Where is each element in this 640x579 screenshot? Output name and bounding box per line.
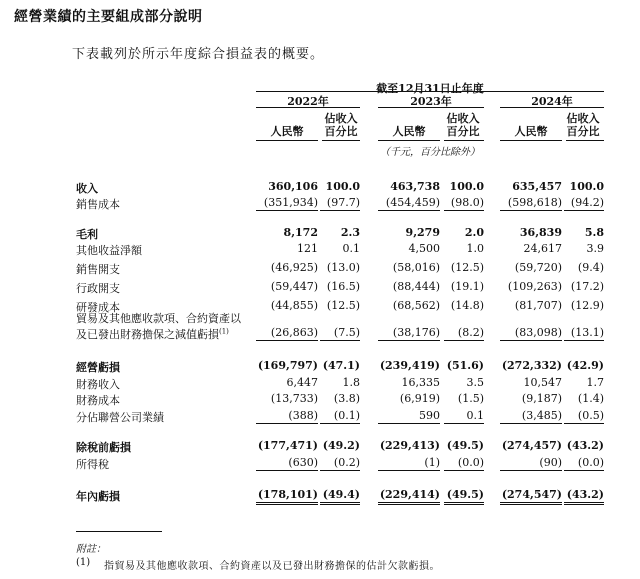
cell-percent: (13.1)	[564, 326, 604, 341]
col-rule	[378, 140, 440, 141]
cell-percent: (13.0)	[326, 261, 360, 274]
cell-percent: (8.2)	[444, 326, 484, 341]
row-label: 銷售開支	[76, 263, 120, 276]
col-header-rmb-2022: 人民幣	[270, 125, 304, 138]
cell-percent: 0.1	[444, 409, 484, 424]
cell-amount: 16,335	[401, 376, 440, 389]
row-label: 行政開支	[76, 282, 120, 295]
cell-percent: (51.6)	[446, 359, 484, 372]
row-label: 銷售成本	[76, 198, 120, 211]
cell-percent: (43.2)	[566, 439, 604, 452]
col-header-pct-line1: 佔收入	[446, 112, 480, 125]
cell-percent: (1.4)	[577, 392, 604, 405]
footnote-title: 附註：	[76, 544, 106, 555]
cell-amount: (177,471)	[257, 439, 318, 452]
row-label-cont-text: 及已發出財務擔保之減值虧損	[76, 328, 219, 341]
cell-amount: 360,106	[268, 180, 318, 193]
row-label: 財務成本	[76, 394, 120, 407]
cell-amount: 8,172	[283, 226, 318, 239]
cell-percent: (19.1)	[450, 280, 484, 293]
cell-percent: 1.8	[342, 376, 360, 389]
cell-percent: (49.2)	[322, 439, 360, 452]
year-header-2024: 2024年	[531, 95, 573, 108]
table-row	[0, 280, 640, 296]
cell-amount: (229,413)	[379, 439, 440, 452]
period-rule	[256, 91, 604, 92]
footnote-number: (1)	[76, 557, 91, 568]
cell-amount: 635,457	[512, 180, 562, 193]
cell-amount: (239,419)	[379, 359, 440, 372]
cell-percent: (9.4)	[577, 261, 604, 274]
cell-amount: (44,855)	[270, 299, 318, 312]
cell-percent: (3.8)	[333, 392, 360, 405]
col-header-pct-2022	[320, 112, 362, 138]
row-label: 所得稅	[76, 458, 109, 471]
cell-amount: (59,447)	[270, 280, 318, 293]
cell-amount: (81,707)	[514, 299, 562, 312]
row-label: 分佔聯營公司業績	[76, 411, 164, 424]
col-header-rmb-2023: 人民幣	[392, 125, 426, 138]
table-row	[0, 196, 640, 212]
cell-percent: (42.9)	[566, 359, 604, 372]
cell-percent: 3.9	[586, 242, 604, 255]
col-header-pct-line1: 佔收入	[566, 112, 600, 125]
cell-amount: (46,925)	[270, 261, 318, 274]
row-label: 收入	[76, 182, 98, 195]
table-row	[0, 312, 640, 342]
cell-amount: (1)	[378, 456, 440, 471]
cell-percent: (12.5)	[326, 299, 360, 312]
cell-amount: (13,733)	[270, 392, 318, 405]
cell-amount: 6,447	[286, 376, 318, 389]
year-header-2022: 2022年	[287, 95, 329, 108]
footnote-rule	[76, 531, 162, 532]
cell-amount: (388)	[256, 409, 318, 424]
table-row	[0, 261, 640, 277]
footnote-ref: (1)	[219, 327, 229, 336]
cell-amount: (3,485)	[500, 409, 562, 424]
cell-percent: 5.8	[584, 226, 604, 239]
table-row	[0, 456, 640, 472]
unit-note: （千元，百分比除外）	[380, 147, 480, 158]
year-rule-2023	[378, 107, 484, 108]
cell-percent: (0.1)	[320, 409, 360, 424]
cell-amount: (6,919)	[399, 392, 440, 405]
cell-amount: (38,176)	[378, 326, 440, 341]
cell-percent: 100.0	[569, 180, 604, 193]
table-row	[0, 226, 640, 242]
cell-amount: (59,720)	[514, 261, 562, 274]
cell-percent: (97.7)	[320, 196, 360, 211]
year-rule-2022	[256, 107, 360, 108]
cell-percent: (0.0)	[564, 456, 604, 471]
cell-amount: (90)	[500, 456, 562, 471]
col-rule	[322, 140, 360, 141]
cell-amount: 590	[378, 409, 440, 424]
footnote-text: 指貿易及其他應收款項、合約資產以及已發出財務擔保的估計欠款虧損。	[104, 561, 440, 572]
cell-percent: (0.0)	[444, 456, 484, 471]
section-heading: 經營業績的主要組成部分說明	[14, 9, 203, 25]
intro-text: 下表載列於所示年度綜合損益表的概要。	[72, 47, 325, 62]
cell-amount: 36,839	[519, 226, 562, 239]
cell-percent: (0.5)	[564, 409, 604, 424]
cell-amount: 24,617	[523, 242, 562, 255]
table-row	[0, 409, 640, 425]
cell-percent: (16.5)	[326, 280, 360, 293]
col-rule	[566, 140, 604, 141]
cell-amount: (598,618)	[500, 196, 562, 211]
cell-amount: (272,332)	[501, 359, 562, 372]
period-header: 截至12月31日止年度	[376, 82, 484, 95]
row-label: 財務收入	[76, 378, 120, 391]
cell-amount: 121	[297, 242, 318, 255]
cell-percent: 2.3	[340, 226, 360, 239]
col-header-pct-line2: 百分比	[324, 125, 358, 138]
col-header-pct-2024	[562, 112, 604, 138]
row-label: 貿易及其他應收款項、合約資產以	[76, 312, 241, 325]
table-row	[0, 392, 640, 408]
table-row	[0, 180, 640, 196]
row-label: 除稅前虧損	[76, 441, 131, 454]
cell-amount: 9,279	[405, 226, 440, 239]
cell-percent: (49.5)	[446, 439, 484, 452]
cell-amount: 10,547	[523, 376, 562, 389]
year-rule-2024	[500, 107, 604, 108]
col-rule	[500, 140, 562, 141]
cell-amount: (109,263)	[507, 280, 562, 293]
col-rule	[444, 140, 484, 141]
col-header-pct-line2: 百分比	[446, 125, 480, 138]
row-label-cont	[76, 326, 229, 342]
cell-percent: (43.2)	[564, 488, 604, 505]
cell-amount: (454,459)	[378, 196, 440, 211]
cell-percent: (12.5)	[450, 261, 484, 274]
cell-percent: (49.5)	[444, 488, 484, 505]
cell-amount: (169,797)	[257, 359, 318, 372]
cell-amount: (58,016)	[392, 261, 440, 274]
cell-percent: 2.0	[464, 226, 484, 239]
cell-amount: 4,500	[408, 242, 440, 255]
row-label: 毛利	[76, 228, 98, 241]
table-row	[0, 359, 640, 375]
row-label: 年內虧損	[76, 490, 120, 503]
cell-percent: (14.8)	[450, 299, 484, 312]
row-label: 研發成本	[76, 301, 120, 314]
cell-percent: (1.5)	[457, 392, 484, 405]
cell-percent: 3.5	[466, 376, 484, 389]
col-header-pct-line2: 百分比	[566, 125, 600, 138]
cell-amount: (26,863)	[256, 326, 318, 341]
cell-percent: (49.4)	[320, 488, 360, 505]
cell-amount: (83,098)	[500, 326, 562, 341]
cell-percent: 1.0	[466, 242, 484, 255]
cell-percent: 1.7	[586, 376, 604, 389]
cell-percent: (12.9)	[570, 299, 604, 312]
cell-percent: (98.0)	[444, 196, 484, 211]
cell-amount: (274,547)	[500, 488, 562, 505]
cell-percent: (17.2)	[570, 280, 604, 293]
cell-percent: 100.0	[449, 180, 484, 193]
cell-amount: (229,414)	[378, 488, 440, 505]
cell-percent: 0.1	[342, 242, 360, 255]
cell-amount: (630)	[256, 456, 318, 471]
cell-amount: (274,457)	[501, 439, 562, 452]
cell-amount: (9,187)	[521, 392, 562, 405]
table-row	[0, 242, 640, 258]
cell-percent: (94.2)	[564, 196, 604, 211]
cell-percent: 100.0	[325, 180, 360, 193]
table-row	[0, 488, 640, 504]
col-header-pct-2023	[442, 112, 484, 138]
cell-percent: (7.5)	[320, 326, 360, 341]
col-header-pct-line1: 佔收入	[324, 112, 358, 125]
col-header-rmb-2024: 人民幣	[514, 125, 548, 138]
table-row	[0, 376, 640, 392]
cell-amount: (178,101)	[256, 488, 318, 505]
table-row	[0, 439, 640, 455]
cell-percent: (47.1)	[322, 359, 360, 372]
row-label: 其他收益淨額	[76, 244, 142, 257]
row-label: 經營虧損	[76, 361, 120, 374]
cell-amount: (68,562)	[392, 299, 440, 312]
cell-amount: 463,738	[390, 180, 440, 193]
year-header-2023: 2023年	[410, 95, 452, 108]
cell-amount: (88,444)	[392, 280, 440, 293]
col-rule	[256, 140, 318, 141]
cell-amount: (351,934)	[256, 196, 318, 211]
cell-percent: (0.2)	[320, 456, 360, 471]
